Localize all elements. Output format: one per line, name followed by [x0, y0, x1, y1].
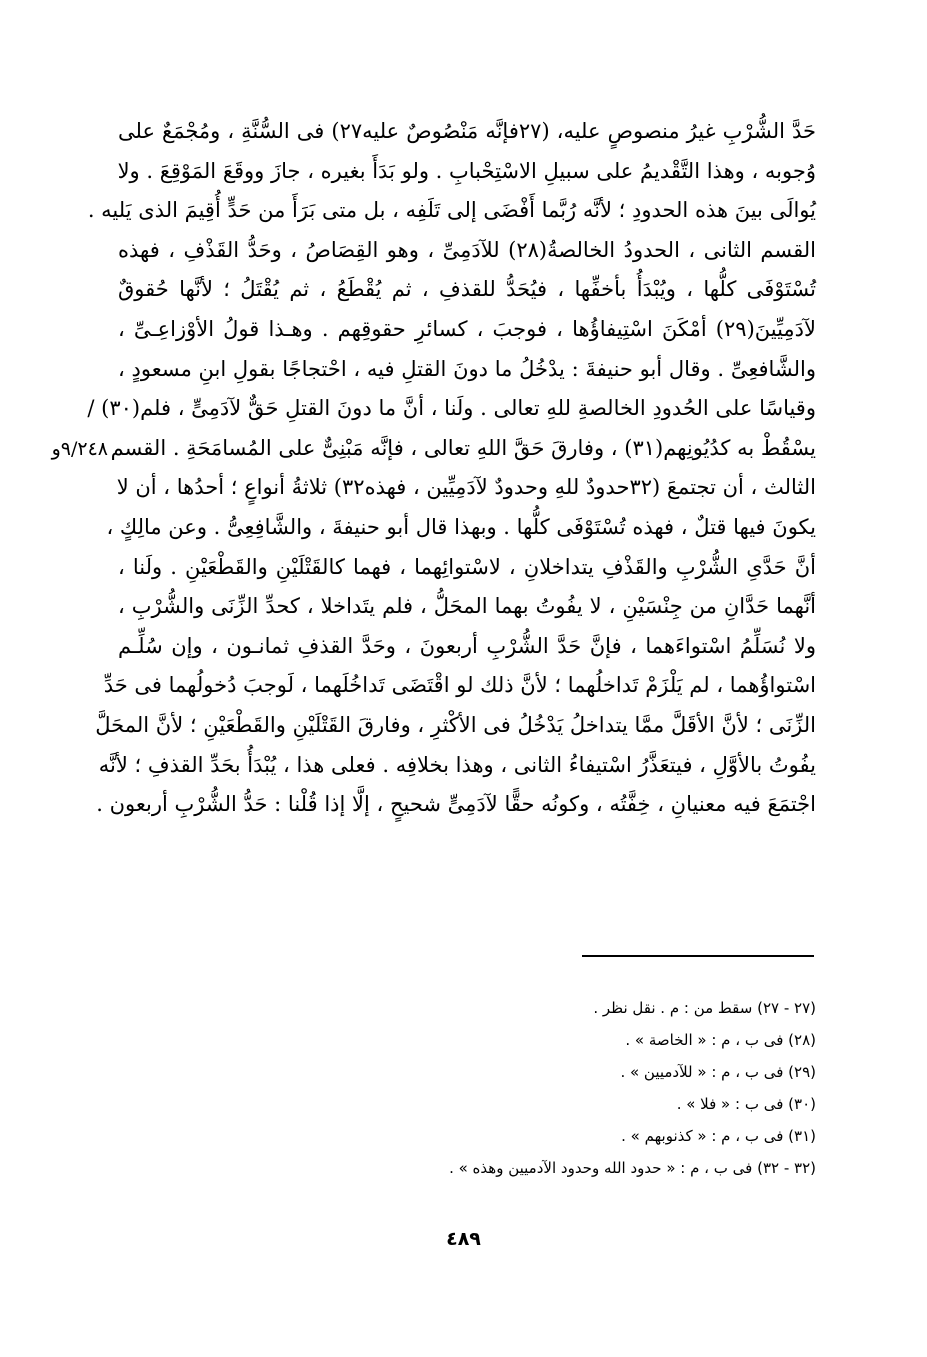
text-line: تُسْتَوْفَى كلُّها ، ويُبْدَأُ بأخفِّها ، فيُحَدُّ للقذفِ ، ثم يُقْطَعُ ، ثم يُقْتَلُ ؛ لأنَّها حُقوقٌ — [118, 277, 816, 302]
text-line: اسْتواؤُهما ، لم يَلْزَمْ تَداخلُهما ؛ لأنَّ ذلك لو اقْتَضَى تَداخُلَهما ، لَوجبَ دُخولُهما فى حَدِّ — [103, 673, 816, 698]
text-line: يكونَ فيها قتلٌ ، فهذه تُسْتَوْفَى كلُّها . وبهذا قال أبو حنيفةَ ، والشَّافِعِىُّ . وعن مالِكٍ ، — [106, 514, 816, 539]
footnote: (٢٧ - ٢٧) سقط من : م . نقل نظر . — [593, 999, 816, 1017]
text-line: اجْتمَعَ فيه معنيانِ ، خِفَّتُه ، وكونُه حقًّا لآدَمِىٍّ شحيحٍ ، إلَّا إذا قُلْنا : حَدُّ الشُّرْبِ أربعون . — [96, 792, 816, 817]
footnote: (٢٩) فى ب ، م : « للآدميين » . — [620, 1063, 816, 1081]
text-line: يفُوتُ بالأوَّلِ ، فيتعَذَّرُ اسْتيفاءُ الثانى ، وهذا بخلافِه . فعلى هذا ، يُبْدَأُ بحَدِّ القذفِ ؛ لأنَّه — [98, 752, 816, 777]
text-line: وُجوبه ، وهذا التَّقْديمُ على سبيلِ الاسْتِحْبابِ . ولو بَدَأَ بغيره ، جازَ ووقَعَ المَوْقِعَ . ولا — [117, 158, 816, 183]
footnote: (٣٠) فى ب : « فلا » . — [676, 1095, 816, 1113]
text-line: والشَّافعِىِّ . وقال أبو حنيفةَ : يدْخُلُ ما دونَ القتلِ فيه ، احْتجاجًا بقولِ ابنِ مسعودٍ ، — [118, 356, 816, 381]
margin-manuscript-folio: ٩/٢٤٨و — [51, 438, 108, 460]
main-text-block — [87, 112, 816, 825]
footnote-separator — [582, 955, 814, 957]
text-line: يُوالَى بينَ هذه الحدودِ ؛ لأنَّه رُبَّما أَفْضَى إلى تَلَفِه ، بل متى بَرَأَ من حَدٍّ أُقِيمَ الذى يَليه . — [87, 198, 816, 223]
text-line: أنَّ حَدَّىِ الشُّرْبِ والقَذْفِ يتداخلانِ ، لاسْتوائِهما ، فهما كالقَتْلَيْنِ والقَطْعَيْنِ . ولَنا ، — [118, 554, 816, 579]
text-line: الثالث ، أن تجتمعَ (٣٢حدودٌ للهِ وحدودٌ لآدَمِيِّين ، فهذه٣٢) ثلاثةُ أنواعٍ ؛ أحدُها ، أن لا — [116, 475, 816, 500]
text-line: وقياسًا على الحُدودِ الخالصةِ للهِ تعالى . ولَنا ، أنَّ ما دونَ القتلِ حَقٌّ لآدَمِىٍّ ، فلم(٣٠) / — [87, 396, 816, 421]
footnotes-block — [350, 992, 816, 1184]
footnote: (٢٨) فى ب ، م : « الخاصة » . — [625, 1031, 816, 1049]
page-number: ٤٨٩ — [446, 1228, 481, 1250]
text-line: أنَّهما حَدَّانِ من جِنْسَيْنِ ، لا يفُوتُ بهما المحَلُّ ، فلم يتَداخلا ، كحدِّ الزِّنَى والشُّرْبِ ، — [118, 594, 816, 619]
text-line: حَدَّ الشُّرْبِ غيرُ منصوصٍ عليه، (٢٧فإنَّه مَنْصُوصٌ عليه٢٧) فى السُّنَّةِ ، ومُجْمَعٌ على — [118, 119, 816, 143]
footnote: (٣٢ - ٣٢) فى ب ، م : « حدود الله وحدود الآدميين وهذه » . — [449, 1159, 816, 1177]
text-line: لآدَمِيِّينَ(٢٩) أمْكَنَ اسْتِيفاؤُها ، فوجبَ ، كسائرِ حقوقِهم . وهـذا قولُ الأوْزاعِـىِّ ، — [118, 316, 816, 341]
text-line: القسم الثانى ، الحدودُ الخالصةُ(٢٨) للآدَمِىِّ ، وهو القِصَاصُ ، وحَدُّ القَذْفِ ، فهذه — [118, 237, 816, 262]
text-line: ولا نُسَلِّمُ اسْتواءَهما ، فإنَّ حَدَّ الشُّرْبِ أربعونَ ، وحَدَّ القذفِ ثمانـون ، وإن سُلِّـم — [118, 633, 816, 658]
text-line: يسْقُطْ به كدُيُونِهم(٣١) ، وفارقَ حَقَّ اللهِ تعالى ، فإنَّه مَبْنِىٌّ على المُسامَحَةِ . القسم — [110, 435, 816, 460]
footnote: (٣١) فى ب ، م : « كذنوبهم » . — [621, 1127, 816, 1145]
text-line: الزِّنَى ؛ لأنَّ الأقَلَّ ممَّا يتداخلُ يَدْخُلُ فى الأكْثرِ ، وفارقَ القَتْلَيْنِ والقَطْعَيْنِ ؛ لأنَّ المحَلَّ — [95, 712, 816, 737]
